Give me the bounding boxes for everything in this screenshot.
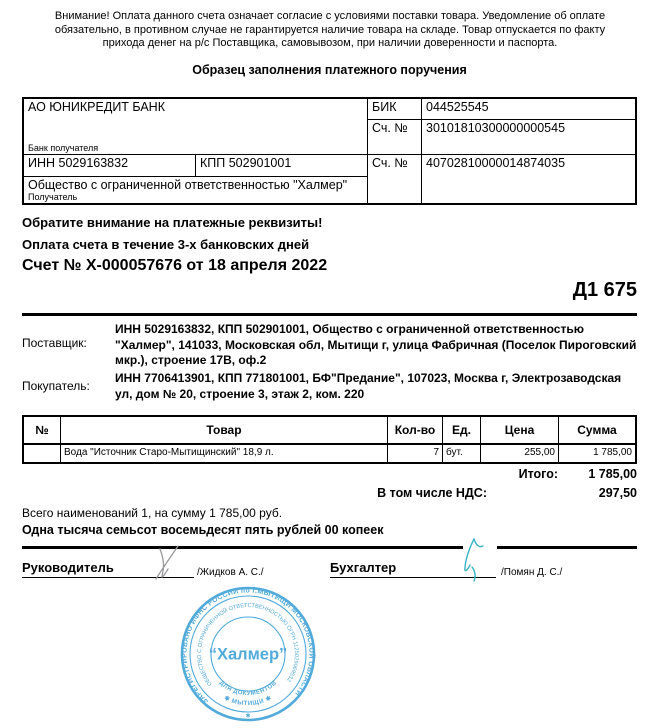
item-name: Вода "Источник Старо-Мытищинский" 18,9 л.	[61, 445, 388, 462]
divider-top	[22, 313, 637, 316]
payment-notice: Внимание! Оплата данного счета означает согласие с условиями поставки товара. Уведомление об оплате обязательно, в противном случае не гарантируется наличие товара на складе. Товар отпускается по факту прихода денег на р/с Поставщика, самовывозом, при наличии доверенности и паспорта.	[54, 10, 606, 49]
accountant-label: Бухгалтер	[330, 560, 397, 575]
vat-label: В том числе НДС:	[377, 486, 487, 500]
accountant-signature-icon	[452, 537, 490, 583]
item-price: 255,00	[481, 445, 559, 462]
total-row	[22, 467, 637, 481]
items-table-header	[24, 417, 635, 445]
svg-text:ДЛЯ ДОКУМЕНТОВ	[218, 680, 279, 697]
divider-signatures-right	[497, 546, 637, 549]
bank-name-cell	[24, 99, 368, 155]
attention-line-1: Обратите внимание на платежные реквизиты!	[22, 215, 323, 230]
col-header-num: №	[24, 417, 61, 443]
bik-label: БИК	[368, 99, 422, 120]
director-signature-icon	[148, 543, 192, 583]
divider-signatures-left	[22, 546, 463, 549]
col-header-product: Товар	[61, 417, 388, 443]
col-header-qty: Кол-во	[388, 417, 443, 443]
vat-row	[22, 486, 637, 500]
director-label: Руководитель	[22, 560, 114, 575]
bank-name: АО ЮНИКРЕДИТ БАНК	[28, 100, 165, 114]
corr-account-label: Сч. №	[368, 120, 422, 155]
attention-line-2: Оплата счета в течение 3-х банковских дней	[22, 237, 310, 252]
table-row	[24, 445, 635, 462]
bank-requisites-table	[22, 97, 637, 205]
corr-account-value: 30101810300000000545	[422, 120, 635, 155]
director-name: /Жидков А. С./	[197, 567, 264, 578]
accountant-name: /Помян Д. С./	[501, 567, 563, 578]
recipient-name-cell	[24, 177, 368, 203]
col-header-price: Цена	[481, 417, 559, 443]
supplier-text: ИНН 5029163832, КПП 502901001, Общество с ограниченной ответственностью "Халмер", 141033, Московская обл, Мытищи г, улица Фабричная (Поселок Пироговский мкр.), строение 17В, оф.2	[115, 322, 637, 367]
stamp-bottom-star: ✱	[245, 713, 251, 720]
item-qty: 7	[388, 445, 443, 462]
col-header-unit: Ед.	[443, 417, 481, 443]
company-stamp	[178, 584, 318, 724]
stamp-inner-ring-text: ОБЩЕСТВО С ОГРАНИЧЕННОЙ ОТВЕТСТВЕННОСТЬЮ ОГРН 1125029069532	[196, 602, 300, 687]
recipient-kpp: КПП 502901001	[196, 155, 368, 177]
col-header-sum: Сумма	[577, 423, 617, 437]
stamp-city-text: ✱ МЫТИЩИ ✱	[223, 694, 273, 708]
total-value: 1 785,00	[588, 467, 637, 481]
total-label: Итого:	[518, 467, 558, 481]
summary-line: Всего наименований 1, на сумму 1 785,00 руб.	[22, 506, 283, 520]
account-value: 40702810000014874035	[426, 156, 566, 170]
sample-title: Образец заполнения платежного поручения	[192, 63, 467, 77]
vat-value: 297,50	[598, 486, 637, 500]
buyer-label: Покупатель:	[22, 379, 90, 393]
item-sum: 1 785,00	[593, 447, 632, 458]
stamp-for-documents-text: ДЛЯ ДОКУМЕНТОВ	[217, 680, 279, 698]
amount-in-words: Одна тысяча семьсот восемьдесят пять рублей 00 копеек	[22, 523, 384, 537]
bank-name-sublabel: Банк получателя	[28, 143, 99, 153]
item-num	[24, 445, 61, 462]
doc-code: Д1 675	[572, 279, 637, 301]
recipient-inn: ИНН 5029163832	[24, 155, 196, 177]
bik-value: 044525545	[422, 99, 635, 120]
buyer-text: ИНН 7706413901, КПП 771801001, БФ"Предание", 107023, Москва г, Электрозаводская ул, дом № 20, строение 3, этаж 2, ком. 220	[115, 371, 622, 401]
account-label: Сч. №	[368, 155, 422, 203]
supplier-label: Поставщик:	[22, 336, 87, 350]
recipient-name: Общество с ограниченной ответственностью "Халмер"	[28, 178, 348, 192]
stamp-center-text: “Халмер”	[208, 645, 288, 664]
invoice-title: Счет № Х-000057676 от 18 апреля 2022	[22, 257, 328, 274]
item-unit: бут.	[443, 445, 481, 462]
items-table	[22, 415, 637, 464]
stamp-outer-ring-text: ЗАРЕГИСТРИРОВАНО ИФНС РОССИИ по г.МЫТИЩИ МОСКОВСКОЙ ОБЛАСТИ	[181, 587, 315, 705]
recipient-sublabel: Получатель	[28, 192, 78, 202]
